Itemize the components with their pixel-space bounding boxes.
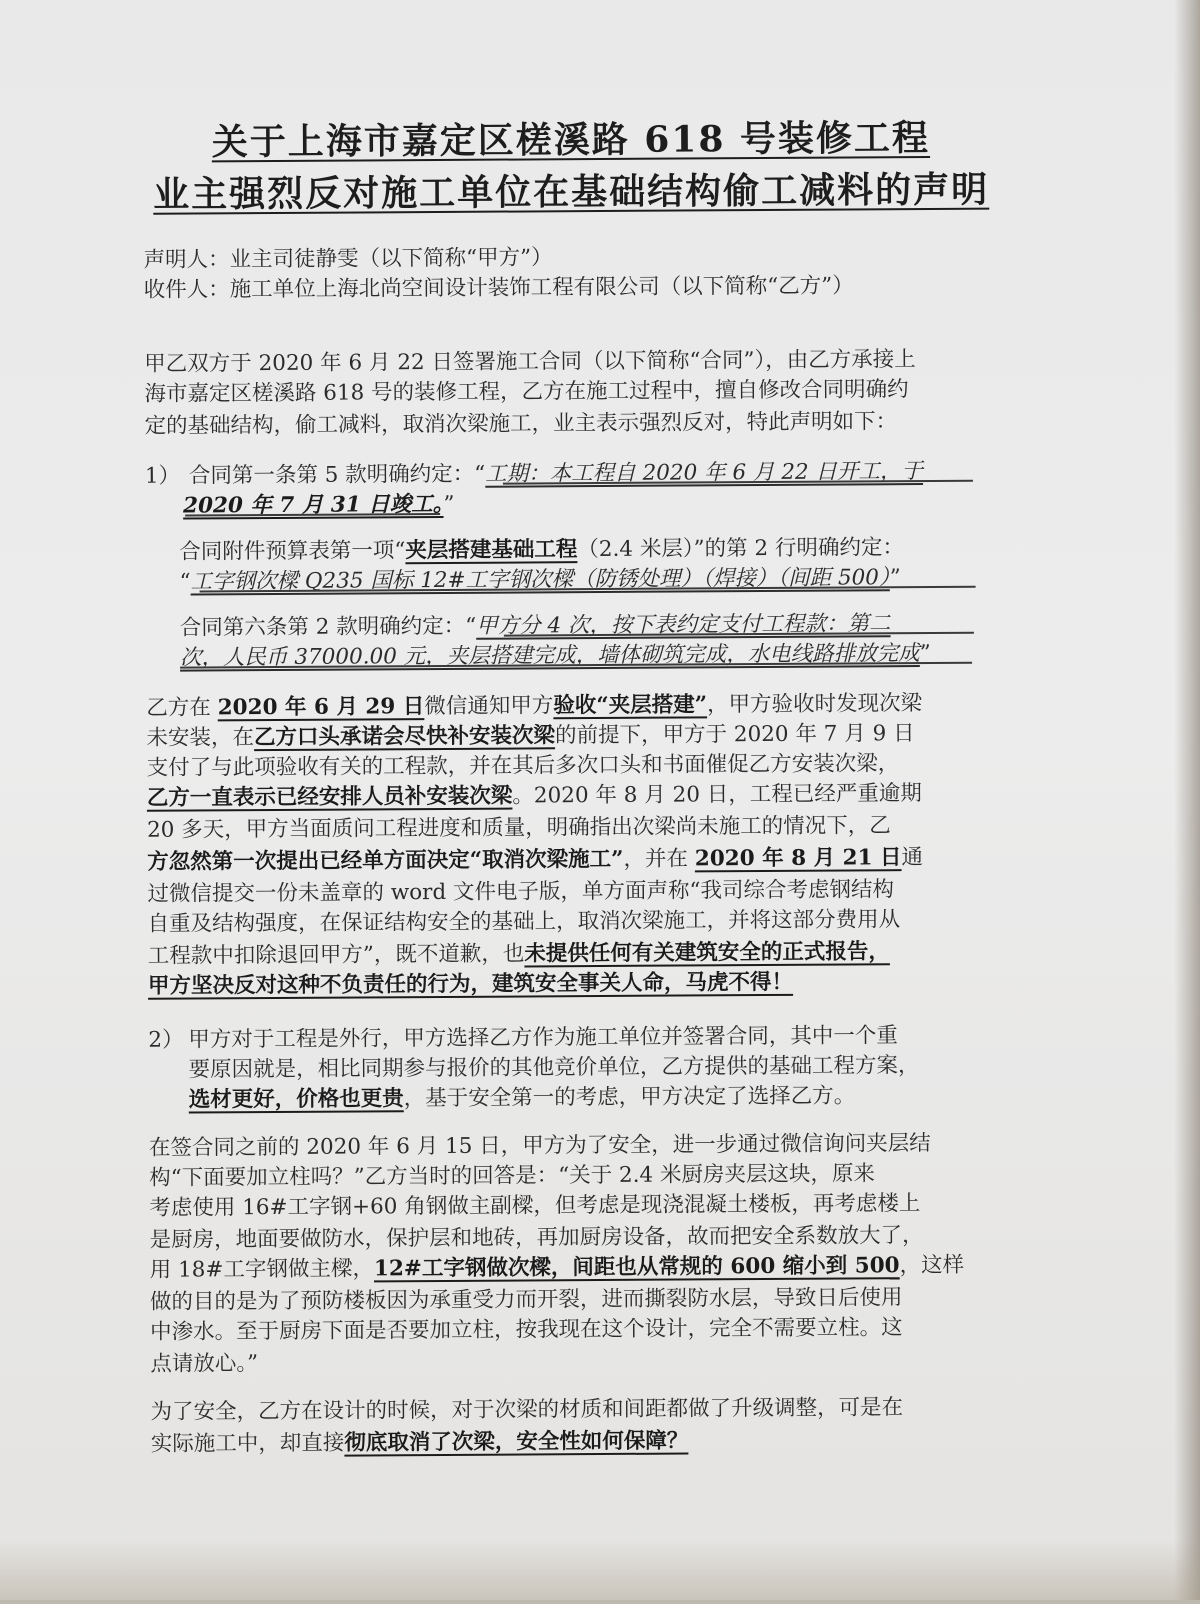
para-1-line-5: 20 多天，甲方当面质问工程进度和质量，明确指出次梁尚未施工的情况下，乙 xyxy=(146,813,891,843)
item-1-number: 1） xyxy=(144,463,181,489)
para-1-line-6: 方忽然第一次提出已经单方面决定“取消次梁施工”，并在 2020 年 8 月 21 日通 xyxy=(147,845,924,875)
intro-line-1: 甲乙双方于 2020 年 6 月 22 日签署施工合同（以下简称“合同”），由乙方承接上 xyxy=(144,347,916,377)
para-3-line-2: 实际施工中，却直接彻底取消了次梁，安全性如何保障？ xyxy=(150,1428,689,1457)
para-1-line-8: 自重及结构强度，在保证结构安全的基础上，取消次梁施工，并将这部分费用从 xyxy=(147,907,901,937)
item-2-line-3: 选材更好，价格也更贵，基于安全第一的考虑，甲方决定了选择乙方。 xyxy=(188,1083,856,1113)
item-2-number: 2） xyxy=(148,1027,184,1053)
page-bottom-shadow xyxy=(0,1540,1200,1600)
item-2-line-2: 要原因就是，相比同期参与报价的其他竞价单位，乙方提供的基础工程方案， xyxy=(188,1053,920,1083)
intro-line-3: 定的基础结构，偷工减料，取消次梁施工，业主表示强烈反对，特此声明如下： xyxy=(144,409,898,439)
para-1-line-1: 乙方在 2020 年 6 月 29 日微信通知甲方验收“夹层搭建”，甲方验收时发现次梁 xyxy=(146,691,923,721)
item-1-clause-a-line-2: 2020 年 7 月 31 日竣工。” xyxy=(183,491,455,519)
para-1-line-7: 过微信提交一份未盖章的 word 文件电子版，单方面声称“我司综合考虑钢结构 xyxy=(147,877,895,907)
item-1-clause-c-line-2: 次，人民币 37000.00 元，夹层搭建完成，墙体砌筑完成，水电线路排放完成” xyxy=(179,640,931,671)
declarant-line: 声明人：业主司徒静雯（以下简称“甲方”） xyxy=(143,245,553,273)
item-1-clause-b-line-1: 合同附件预算表第一项“夹层搭建基础工程（2.4 米层）”的第 2 行明确约定： xyxy=(179,535,905,565)
para-1-line-2: 未安装，在乙方口头承诺会尽快补安装次梁的前提下，甲方于 2020 年 7 月 9 日 xyxy=(146,721,915,751)
para-2-line-2: 构“下面要加立柱吗？”乙方当时的回答是：“关于 2.4 米厨房夹层这块，原来 xyxy=(149,1161,876,1191)
para-2-line-8: 点请放心。” xyxy=(150,1351,259,1377)
para-1-line-4: 乙方一直表示已经安排人员补安装次梁。2020 年 8 月 20 日，工程已经严重逾期 xyxy=(146,781,922,811)
para-2-line-4: 是厨房，地面要做防水，保护层和地砖，再加厨房设备，故而把安全系数放大了， xyxy=(149,1223,924,1253)
para-2-line-7: 中渗水。至于厨房下面是否要加立柱，按我现在这个设计，完全不需要立柱。这 xyxy=(150,1315,903,1345)
para-1-line-10: 甲方坚决反对这种不负责任的行为，建筑安全事关人命，马虎不得！ xyxy=(147,969,794,999)
item-2-line-1: 甲方对于工程是外行，甲方选择乙方作为施工单位并签署合同，其中一个重 xyxy=(188,1023,898,1053)
para-2-line-3: 考虑使用 16#工字钢+60 角钢做主副樑，但考虑是现浇混凝土楼板，再考虑楼上 xyxy=(149,1191,921,1221)
intro-line-2: 海市嘉定区槎溪路 618 号的装修工程，乙方在施工过程中，擅自修改合同明确约 xyxy=(144,377,909,407)
title-line-2: 业主强烈反对施工单位在基础结构偷工减料的声明 xyxy=(153,168,990,216)
item-1-clause-a-line-1: 合同第一条第 5 款明确约定：“工期：本工程自 2020 年 6 月 22 日开工，于 xyxy=(188,459,924,489)
page-edge-shadow xyxy=(1174,0,1200,1600)
para-2-line-6: 做的目的是为了预防楼板因为承重受力而开裂，进而撕裂防水层，导致日后使用 xyxy=(149,1285,903,1315)
recipient-line: 收件人：施工单位上海北尚空间设计装饰工程有限公司（以下简称“乙方”） xyxy=(143,273,854,303)
para-2-line-1: 在签合同之前的 2020 年 6 月 15 日，甲方为了安全，进一步通过微信询问夹层结 xyxy=(148,1131,931,1161)
title-line-1: 关于上海市嘉定区槎溪路 618 号装修工程 xyxy=(211,116,931,164)
item-1-clause-b-line-2: “工字钢次樑 Q235 国标 12#工字钢次樑（防锈处理）（焊接）（间距 500）” xyxy=(179,565,901,595)
para-1-line-9: 工程款中扣除退回甲方”，既不道歉，也未提供任何有关建筑安全的正式报告， xyxy=(147,939,890,969)
para-2-line-5: 用 18#工字钢做主樑，12#工字钢做次樑，间距也从常规的 600 缩小到 500，这样 xyxy=(149,1252,965,1283)
item-1-clause-c-line-1: 合同第六条第 2 款明确约定：“甲方分 4 次，按下表约定支付工程款：第二 xyxy=(179,611,891,641)
para-3-line-1: 为了安全，乙方在设计的时候，对于次梁的材质和间距都做了升级调整，可是在 xyxy=(150,1395,904,1425)
para-1-line-3: 支付了与此项验收有关的工程款，并在其后多次口头和书面催促乙方安装次梁， xyxy=(146,751,900,781)
